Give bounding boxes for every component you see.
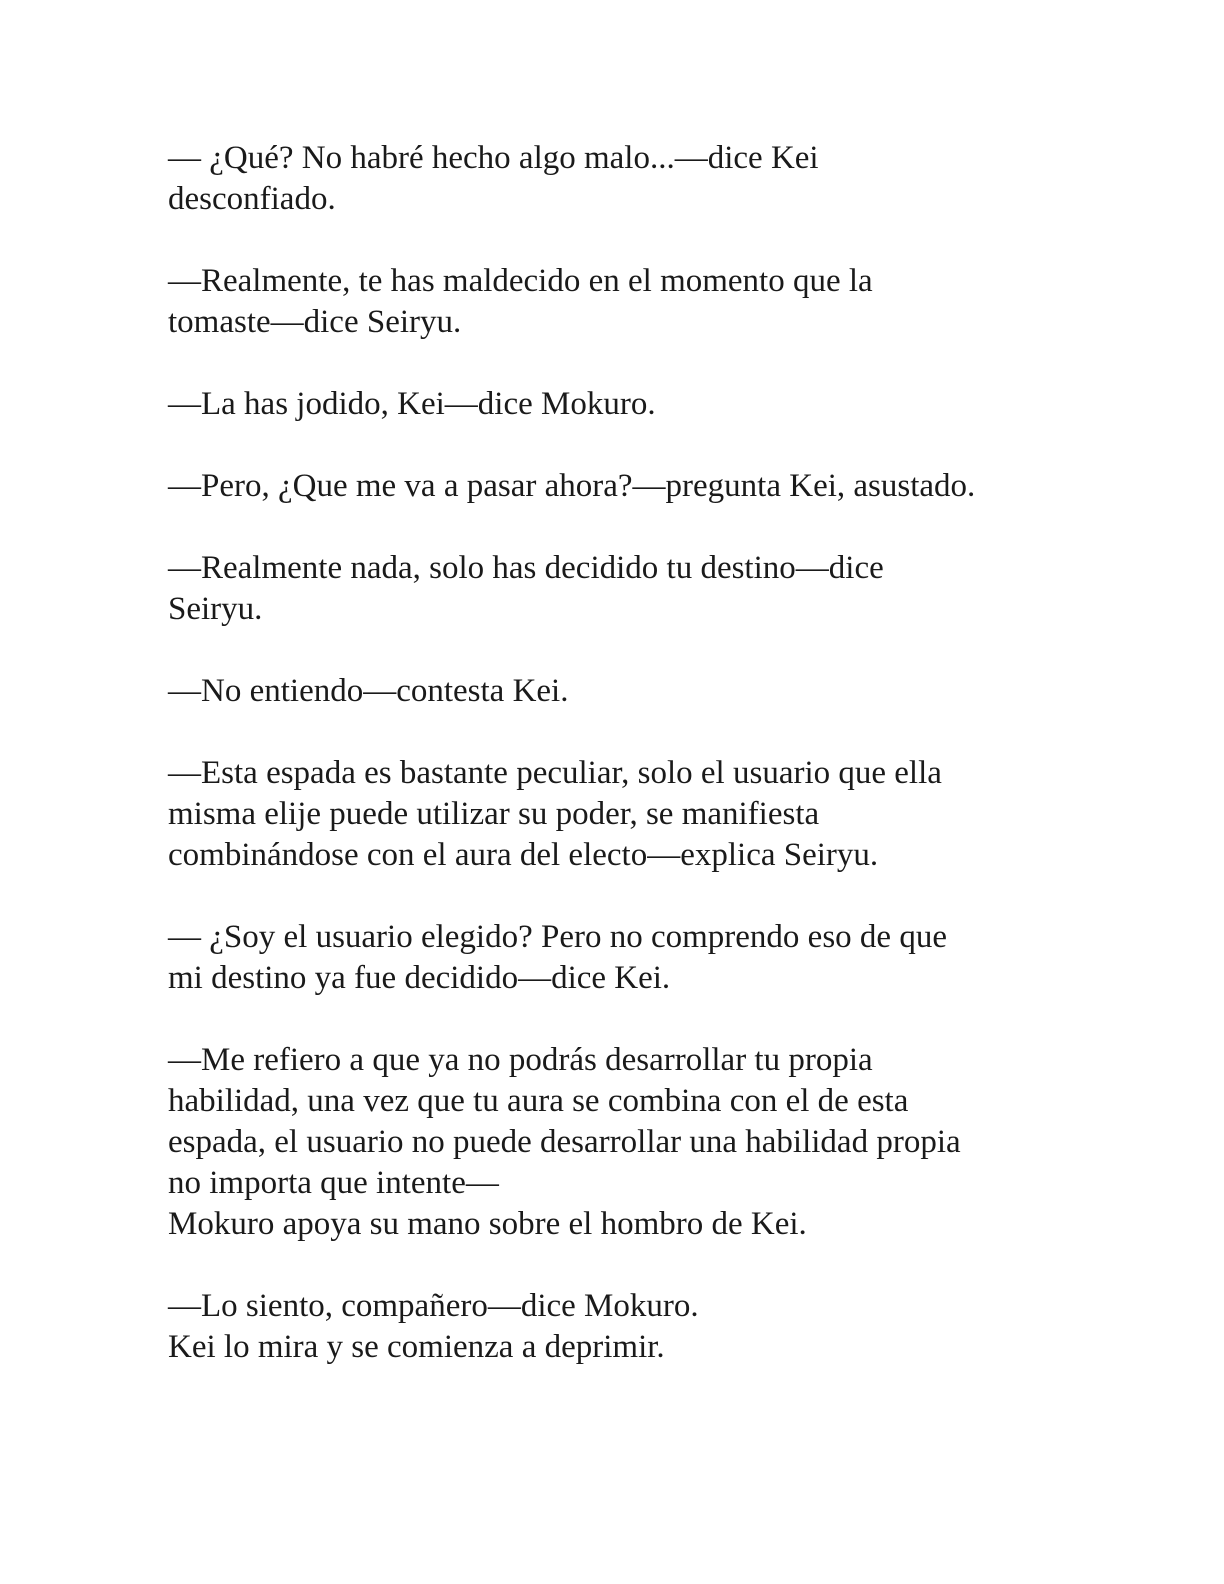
- text-line: mi destino ya fue decidido—dice Kei.: [168, 960, 671, 996]
- text-line: desconfiado.: [168, 181, 336, 217]
- paragraph: [168, 1286, 1068, 1368]
- text-line: habilidad, una vez que tu aura se combina con el de esta: [168, 1083, 909, 1119]
- text-line: —Esta espada es bastante peculiar, solo el usuario que ella: [168, 755, 942, 791]
- text-line: —Realmente, te has maldecido en el momento que la: [168, 263, 873, 299]
- paragraph: [168, 917, 1068, 999]
- paragraph: [168, 138, 1068, 220]
- text-line: no importa que intente—: [168, 1165, 499, 1201]
- text-line: — ¿Qué? No habré hecho algo malo...—dice Kei: [168, 140, 819, 176]
- text-line: —La has jodido, Kei—dice Mokuro.: [168, 386, 656, 422]
- document-body: [168, 138, 1068, 1409]
- text-line: Mokuro apoya su mano sobre el hombro de Kei.: [168, 1206, 807, 1242]
- text-line: espada, el usuario no puede desarrollar una habilidad propia: [168, 1124, 961, 1160]
- text-line: —Lo siento, compañero—dice Mokuro.: [168, 1288, 699, 1324]
- text-line: tomaste—dice Seiryu.: [168, 304, 462, 340]
- text-line: —Me refiero a que ya no podrás desarrollar tu propia: [168, 1042, 873, 1078]
- text-line: — ¿Soy el usuario elegido? Pero no comprendo eso de que: [168, 919, 947, 955]
- text-line: —Pero, ¿Que me va a pasar ahora?—pregunta Kei, asustado.: [168, 468, 976, 504]
- paragraph: [168, 671, 1068, 712]
- text-line: Seiryu.: [168, 591, 263, 627]
- text-line: misma elije puede utilizar su poder, se manifiesta: [168, 796, 820, 832]
- paragraph: [168, 753, 1068, 876]
- text-line: Kei lo mira y se comienza a deprimir.: [168, 1329, 665, 1365]
- text-line: —No entiendo—contesta Kei.: [168, 673, 569, 709]
- text-line: combinándose con el aura del electo—explica Seiryu.: [168, 837, 879, 873]
- paragraph: [168, 466, 1068, 507]
- paragraph: [168, 1040, 1068, 1245]
- text-line: —Realmente nada, solo has decidido tu destino—dice: [168, 550, 884, 586]
- paragraph: [168, 548, 1068, 630]
- paragraph: [168, 384, 1068, 425]
- paragraph: [168, 261, 1068, 343]
